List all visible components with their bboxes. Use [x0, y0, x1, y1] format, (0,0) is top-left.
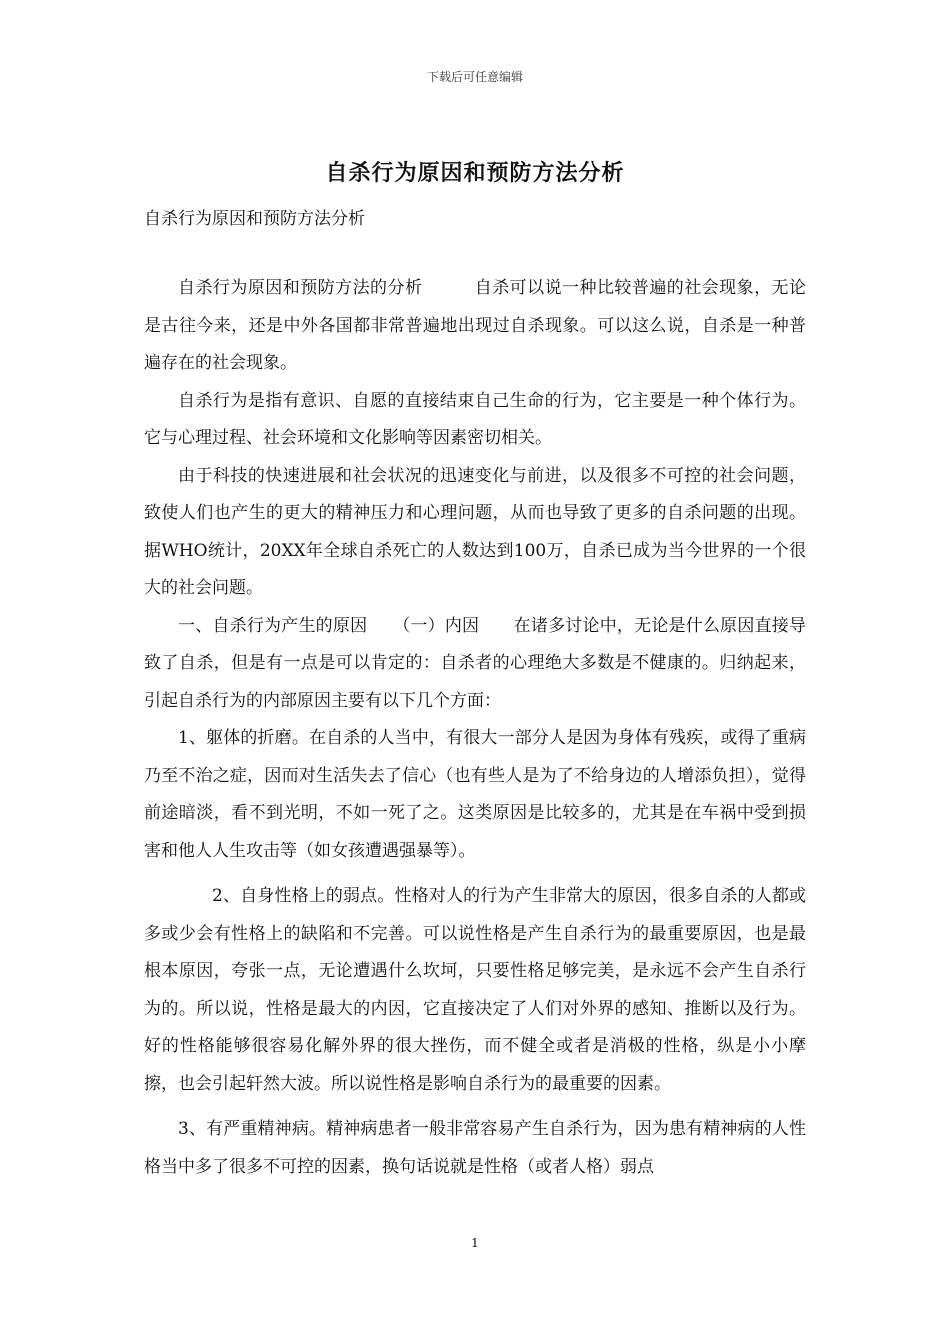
header-note: 下载后可任意编辑 — [426, 70, 523, 84]
document-title: 自杀行为原因和预防方法分析 — [325, 160, 625, 186]
paragraph-cause-1: 1、躯体的折磨。在自杀的人当中，有很大一部分人是因为身体有残疾，或得了重病乃至不治之症，因而对生活失去了信心（也有些人是为了不给身边的人增添负担），觉得前途暗淡，看不到光明，不如一死了之。这类原因是比较多的，尤其是在车祸中受到损害和他人人生攻击等（如女孩遭遇强暴等）。 — [144, 728, 806, 861]
paragraph-definition: 自杀行为是指有意识、自愿的直接结束自己生命的行为，它主要是一种个体行为。它与心理过程、社会环境和文化影响等因素密切相关。 — [144, 390, 806, 448]
page-number: 1 — [471, 1236, 479, 1250]
paragraph-background: 由于科技的快速进展和社会状况的迅速变化与前进，以及很多不可控的社会问题，致使人们也产生的更大的精神压力和心理问题，从而也导致了更多的自杀问题的出现。据WHO统计，20XX年全球自杀死亡的人数达到100万，自杀已成为当今世界的一个很大的社会问题。 — [144, 465, 806, 598]
document-subtitle: 自杀行为原因和预防方法分析 — [144, 209, 365, 229]
document-body — [144, 270, 806, 1186]
paragraph-cause-2: 2、自身性格上的弱点。性格对人的行为产生非常大的原因，很多自杀的人都或多或少会有性格上的缺陷和不完善。可以说性格是产生自杀行为的最重要原因，也是最根本原因，夸张一点，无论遭遇什么坎坷，只要性格足够完美，是永远不会产生自杀行为的。所以说，性格是最大的内因，它直接决定了人们对外界的感知、推断以及行为。好的性格能够很容易化解外界的很大挫伤，而不健全或者是消极的性格，纵是小小摩擦，也会引起轩然大波。所以说性格是影响自杀行为的最重要的因素。 — [144, 886, 806, 1094]
paragraph-causes: 一、自杀行为产生的原因 （一）内因 在诸多讨论中，无论是什么原因直接导致了自杀，但是有一点是可以肯定的：自杀者的心理绝大多数是不健康的。归纳起来，引起自杀行为的内部原因主要有以下几个方面： — [144, 615, 806, 711]
paragraph-cause-3: 3、有严重精神病。精神病患者一般非常容易产生自杀行为，因为患有精神病的人性格当中多了很多不可控的因素，换句话说就是性格（或者人格）弱点 — [144, 1119, 806, 1177]
paragraph-intro: 自杀行为原因和预防方法的分析 自杀可以说一种比较普遍的社会现象，无论是古往今来，还是中外各国都非常普遍地出现过自杀现象。可以这么说，自杀是一种普遍存在的社会现象。 — [144, 278, 806, 373]
